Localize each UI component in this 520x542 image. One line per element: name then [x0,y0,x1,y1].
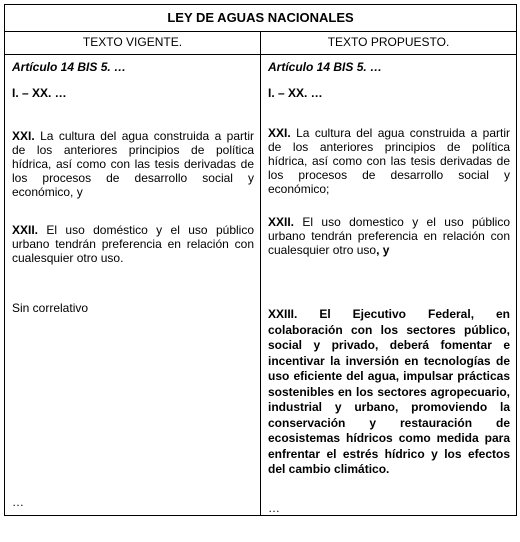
proposed-xxi-number: XXI. [268,126,291,140]
proposed-xxii-number: XXII. [268,215,295,229]
proposed-article-heading: Artículo 14 BIS 5. … [268,60,383,74]
proposed-text-column [261,55,517,516]
current-xxi-number: XXI. [12,129,35,143]
current-xxii-text: El uso doméstico y el uso público urbano tendrán preferencia en relación con cualesquier otro uso. [12,223,254,265]
current-article-heading: Artículo 14 BIS 5. … [12,60,127,74]
current-xxi-text: La cultura del agua construida a partir de los anteriores principios de política hídrica, así como con las tesis derivadas de los procesos de desarrollo social y económico, y [12,129,254,199]
current-ellipsis: … [12,495,24,509]
proposed-xxii-text: El uso domestico y el uso público urbano tendrán preferencia en relación con cualesquier otro uso [268,215,511,257]
proposed-fraction-xxi [268,126,510,196]
current-fraction-range: I. – XX. … [12,86,67,100]
table-title: LEY DE AGUAS NACIONALES [5,5,517,32]
current-fraction-xxi [12,129,254,199]
header-proposed-text: TEXTO PROPUESTO. [261,32,517,55]
current-no-correlative: Sin correlativo [12,301,89,315]
current-fraction-xxii [12,223,254,265]
proposed-xxi-text: La cultura del agua construida a partir de los anteriores principios de política hídrica, así como con las tesis derivadas de los procesos de desarrollo social y económico; [268,126,511,196]
header-current-text: TEXTO VIGENTE. [5,32,261,55]
proposed-ellipsis: … [268,501,280,515]
proposed-fraction-xxii [268,215,510,257]
current-xxii-number: XXII. [12,223,39,237]
proposed-fraction-xxiii: XXIII. El Ejecutivo Federal, en colaboración con los sectores público, social y privado, deberá fomentar e incentivar la inversión en tecnologías de uso eficiente del agua, impulsar prácticas sostenibles en los sectores agropecuario, industrial y urbano, promoviendo la conservación y restauración de ecosistemas hídricos como medida para enfrentar el estrés hídrico y los efectos del cambio climático. [268,307,511,476]
proposed-fraction-range: I. – XX. … [268,86,323,100]
current-text-column [5,55,261,516]
law-comparison-table [4,4,517,516]
proposed-xxii-end: , y [376,243,390,257]
